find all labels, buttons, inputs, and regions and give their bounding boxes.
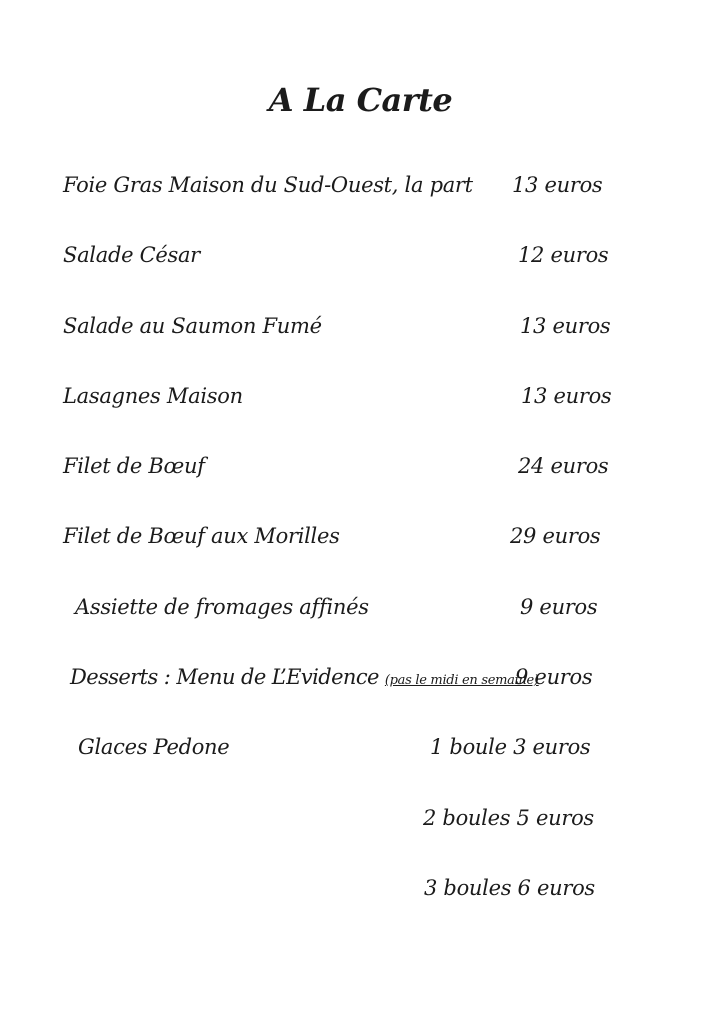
- item-name: Salade au Saumon Fumé: [63, 314, 322, 338]
- menu-item-row: [0, 170, 721, 202]
- menu-item-row: [0, 521, 721, 553]
- item-price: 29 euros: [510, 524, 601, 548]
- menu-item-row: [0, 240, 721, 272]
- item-name: Glaces Pedone: [78, 735, 230, 759]
- menu-item-row: [0, 381, 721, 413]
- item-price: 2 boules 5 euros: [423, 806, 594, 830]
- item-price: 12 euros: [518, 243, 609, 267]
- item-name: Filet de Bœuf aux Morilles: [63, 524, 340, 548]
- item-price: 9 euros: [515, 665, 593, 689]
- menu-item-row: [0, 873, 721, 905]
- item-name: Foie Gras Maison du Sud-Ouest, la part: [63, 173, 473, 197]
- item-price: 13 euros: [521, 384, 612, 408]
- item-name-text: Desserts : Menu de L’Evidence: [70, 665, 379, 689]
- menu-item-row: [0, 451, 721, 483]
- item-name: Assiette de fromages affinés: [75, 595, 369, 619]
- item-name: Filet de Bœuf: [63, 454, 205, 478]
- item-price: 24 euros: [518, 454, 609, 478]
- item-price: 3 boules 6 euros: [424, 876, 595, 900]
- menu-item-row: [0, 592, 721, 624]
- item-note: (pas le midi en semaine): [384, 673, 539, 688]
- item-price: 1 boule 3 euros: [430, 735, 591, 759]
- page-title: A La Carte: [268, 81, 453, 119]
- menu-item-row: [0, 803, 721, 835]
- menu-item-row: [0, 732, 721, 764]
- item-name: Salade César: [63, 243, 200, 267]
- item-name: Lasagnes Maison: [63, 384, 243, 408]
- item-price: 13 euros: [512, 173, 603, 197]
- item-price: 9 euros: [520, 595, 598, 619]
- menu-item-row: [0, 662, 721, 694]
- item-price: 13 euros: [520, 314, 611, 338]
- menu-item-row: [0, 311, 721, 343]
- item-name: [70, 662, 539, 696]
